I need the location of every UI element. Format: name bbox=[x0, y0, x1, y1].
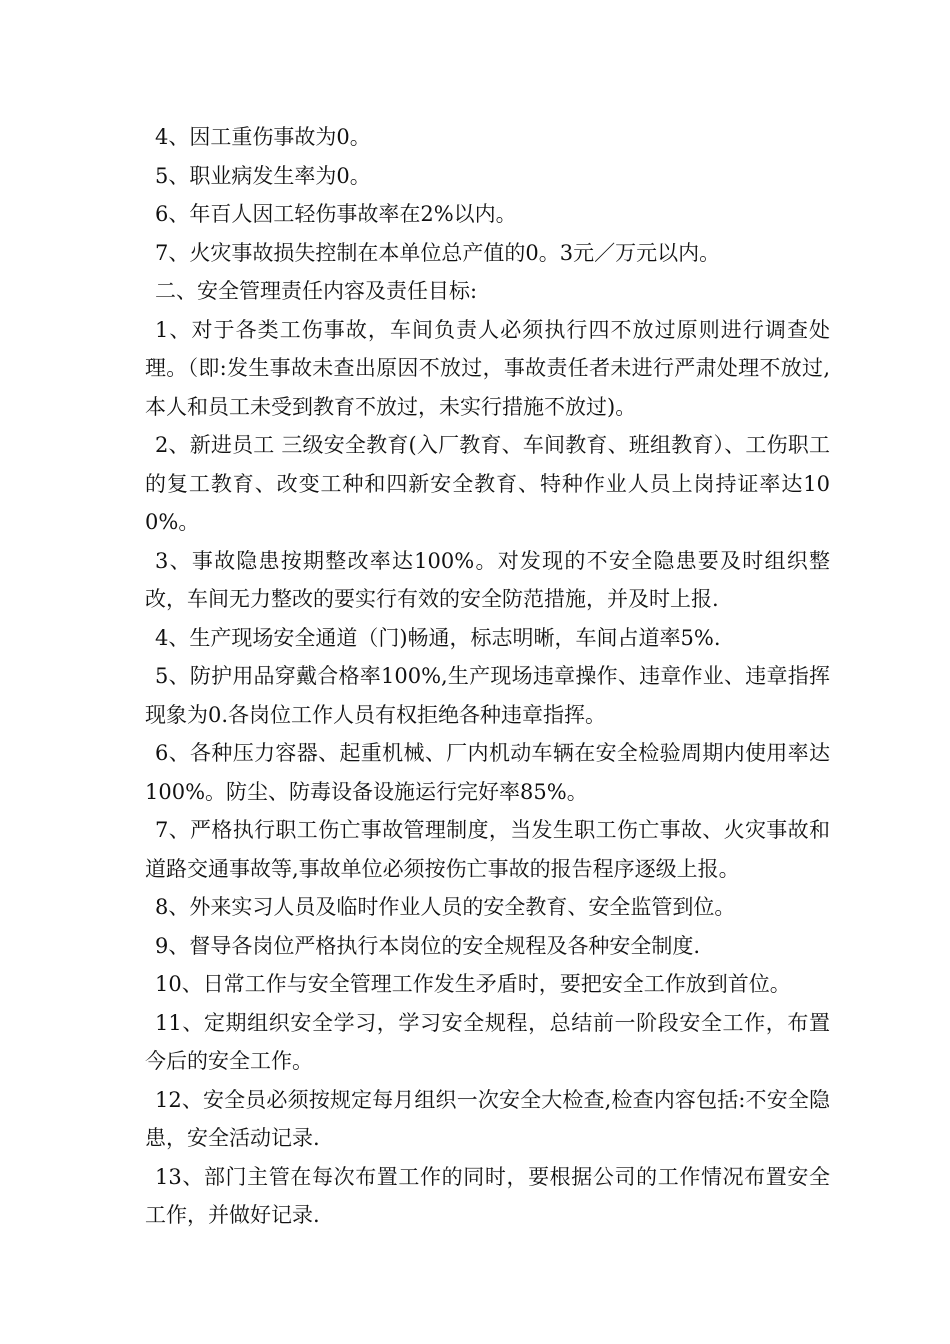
paragraph-minor-injury-rate: 6、年百人因工轻伤事故率在2%以内。 bbox=[155, 202, 517, 226]
paragraph-safety-education: 2、新进员工 三级安全教育(入厂教育、车间教育、班组教育）、工伤职工的复工教育、改变工种和四新安全教育、特种作业人员上岗持证率达100%。 bbox=[145, 433, 830, 534]
paragraph-accident-reporting: 7、严格执行职工伤亡事故管理制度，当发生职工伤亡事故、火灾事故和道路交通事故等,事故单位必须按伤亡事故的报告程序逐级上报。 bbox=[145, 818, 830, 881]
paragraph-supervision: 9、督导各岗位严格执行本岗位的安全规程及各种安全制度. bbox=[155, 933, 701, 958]
paragraph-safety-passage: 4、生产现场安全通道（门)畅通，标志明晰，车间占道率5%. bbox=[155, 625, 721, 650]
paragraph-serious-injury: 4、因工重伤事故为0。 bbox=[155, 125, 371, 149]
paragraph-pressure-vessels: 6、各种压力容器、起重机械、厂内机动车辆在安全检验周期内使用率达100%。防尘、防毒设备设施运行完好率85%。 bbox=[145, 741, 830, 804]
paragraph-temporary-staff: 8、外来实习人员及临时作业人员的安全教育、安全监管到位。 bbox=[155, 895, 736, 919]
paragraph-occupational-disease: 5、职业病发生率为0。 bbox=[155, 163, 371, 188]
paragraph-protective-equipment: 5、防护用品穿戴合格率100%,生产现场违章操作、违章作业、违章指挥现象为0.各岗位工作人员有权拒绝各种违章指挥。 bbox=[145, 664, 830, 727]
document-body bbox=[145, 118, 830, 1235]
paragraph-fire-loss: 7、火灾事故损失控制在本单位总产值的0。3元／万元以内。 bbox=[155, 240, 721, 265]
paragraph-safety-priority: 10、日常工作与安全管理工作发生矛盾时，要把安全工作放到首位。 bbox=[155, 972, 791, 996]
section-heading-responsibility: 二、安全管理责任内容及责任目标: bbox=[155, 279, 478, 303]
paragraph-accident-investigation: 1、对于各类工伤事故，车间负责人必须执行四不放过原则进行调查处理。（即:发生事故未查出原因不放过，事故责任者未进行严肃处理不放过,本人和员工未受到教育不放过，未实行措施不放过)。 bbox=[145, 317, 830, 419]
paragraph-safety-study: 11、定期组织安全学习，学习安全规程，总结前一阶段安全工作，布置今后的安全工作。 bbox=[145, 1010, 830, 1073]
paragraph-hazard-rectification: 3、事故隐患按期整改率达100%。对发现的不安全隐患要及时组织整改，车间无力整改的要实行有效的安全防范措施，并及时上报. bbox=[145, 548, 830, 611]
paragraph-supervisor-arrangement: 13、部门主管在每次布置工作的同时，要根据公司的工作情况布置安全工作，并做好记录. bbox=[145, 1164, 830, 1227]
paragraph-monthly-inspection: 12、安全员必须按规定每月组织一次安全大检查,检查内容包括:不安全隐患，安全活动记录. bbox=[145, 1087, 830, 1150]
